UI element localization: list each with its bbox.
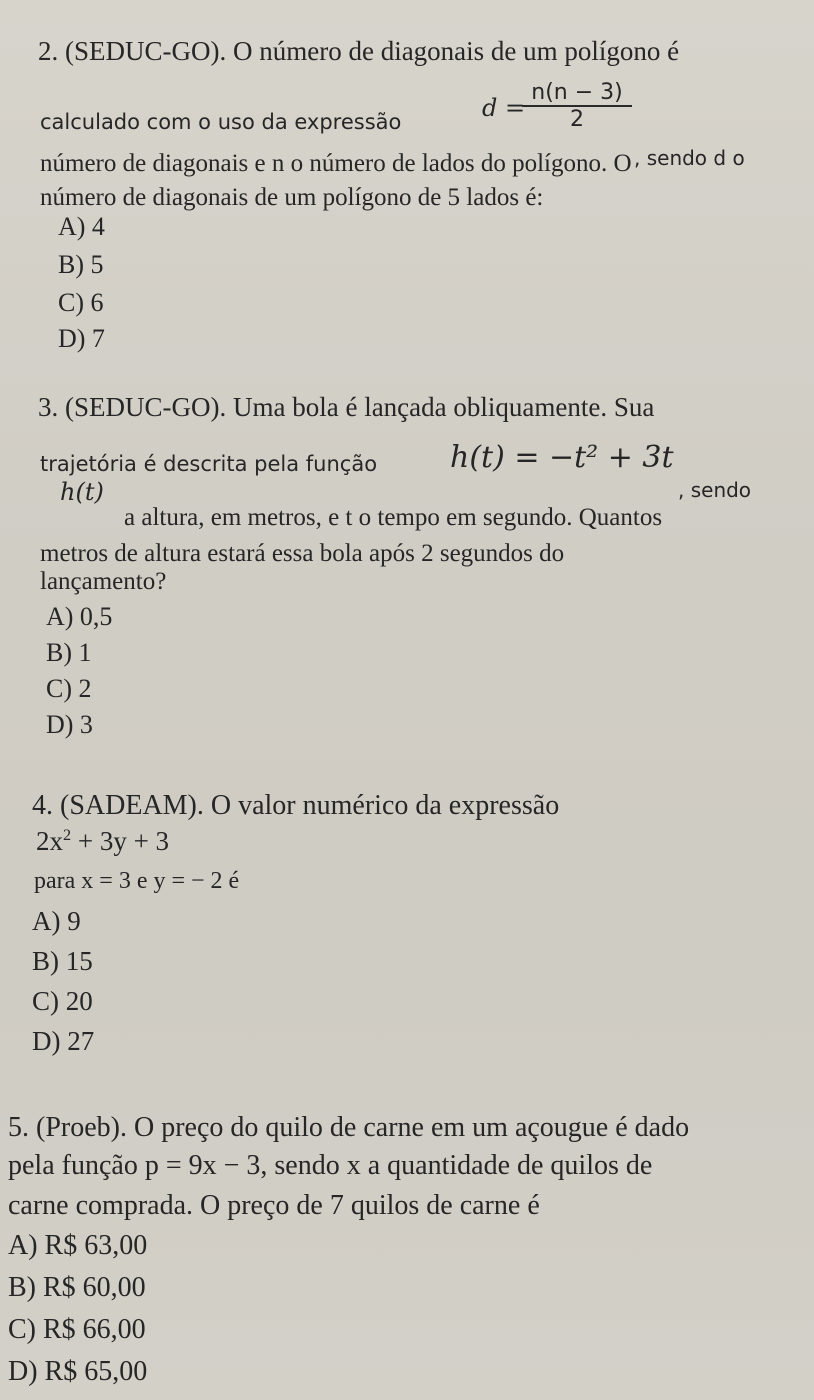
- q4-option-b[interactable]: B) 15: [32, 946, 93, 976]
- q2-option-c[interactable]: C) 6: [58, 288, 104, 317]
- q3-option-b[interactable]: B) 1: [46, 638, 92, 667]
- q4-expression: $2x^2 + 3y + 3$: [36, 826, 170, 856]
- q3-formula: h(t) = −t² + 3t: [450, 440, 674, 475]
- q2-stem-line2-prefix: calculado com o uso da expressão: [40, 110, 402, 134]
- q5-option-d[interactable]: D) R$ 65,00: [8, 1356, 148, 1387]
- q5-stem-line1: 5. (Proeb). O preço do quilo de carne em um açougue é dado: [8, 1112, 690, 1143]
- q2-option-d[interactable]: D) 7: [58, 324, 105, 353]
- q3-stem-line5: lançamento?: [40, 568, 167, 595]
- q5-option-b[interactable]: B) R$ 60,00: [8, 1272, 146, 1303]
- q3-stem-line3: a altura, em metros, e t o tempo em segundo. Quantos: [124, 504, 663, 531]
- q4-stem-line1: 4. (SADEAM). O valor numérico da expressão: [32, 790, 560, 821]
- q2-formula-fraction: [522, 80, 632, 132]
- q5-option-c[interactable]: C) R$ 66,00: [8, 1314, 146, 1345]
- q2-stem-line4: número de diagonais de um polígono de 5 lados é:: [40, 184, 544, 211]
- q2-stem-line2-suffix: , sendo d o: [634, 146, 745, 170]
- q3-stem-line4: metros de altura estará essa bola após 2 segundos do: [40, 540, 565, 567]
- q2-option-a[interactable]: A) 4: [58, 212, 105, 241]
- q2-stem-line1: 2. (SEDUC-GO). O número de diagonais de um polígono é: [38, 36, 680, 66]
- q4-option-d[interactable]: D) 27: [32, 1026, 95, 1056]
- q3-option-d[interactable]: D) 3: [46, 710, 93, 739]
- q2-formula-lhs: d =: [482, 94, 526, 122]
- q5-option-a[interactable]: A) R$ 63,00: [8, 1230, 148, 1261]
- q3-option-a[interactable]: A) 0,5: [46, 602, 113, 631]
- q3-stem-line2-prefix: trajetória é descrita pela função: [40, 452, 378, 476]
- q4-stem-line3: para x = 3 e y = − 2 é: [34, 868, 240, 894]
- q3-stem-line2-suffix: , sendo: [678, 478, 752, 502]
- q4-option-a[interactable]: A) 9: [32, 906, 81, 936]
- q5-stem-line3: carne comprada. O preço de 7 quilos de carne é: [8, 1190, 540, 1221]
- q3-option-c[interactable]: C) 2: [46, 674, 92, 703]
- q2-formula-numerator: n(n − 3): [522, 80, 632, 107]
- q4-option-c[interactable]: C) 20: [32, 986, 93, 1016]
- q3-stem-line1: 3. (SEDUC-GO). Uma bola é lançada obliquamente. Sua: [38, 392, 655, 422]
- q2-formula-denominator: 2: [570, 107, 584, 132]
- q5-stem-line2: pela função p = 9x − 3, sendo x a quantidade de quilos de: [8, 1150, 653, 1181]
- q2-option-b[interactable]: B) 5: [58, 250, 104, 279]
- q2-stem-line3: número de diagonais e n o número de lados do polígono. O: [40, 150, 632, 177]
- q3-h-label: h(t): [60, 478, 104, 506]
